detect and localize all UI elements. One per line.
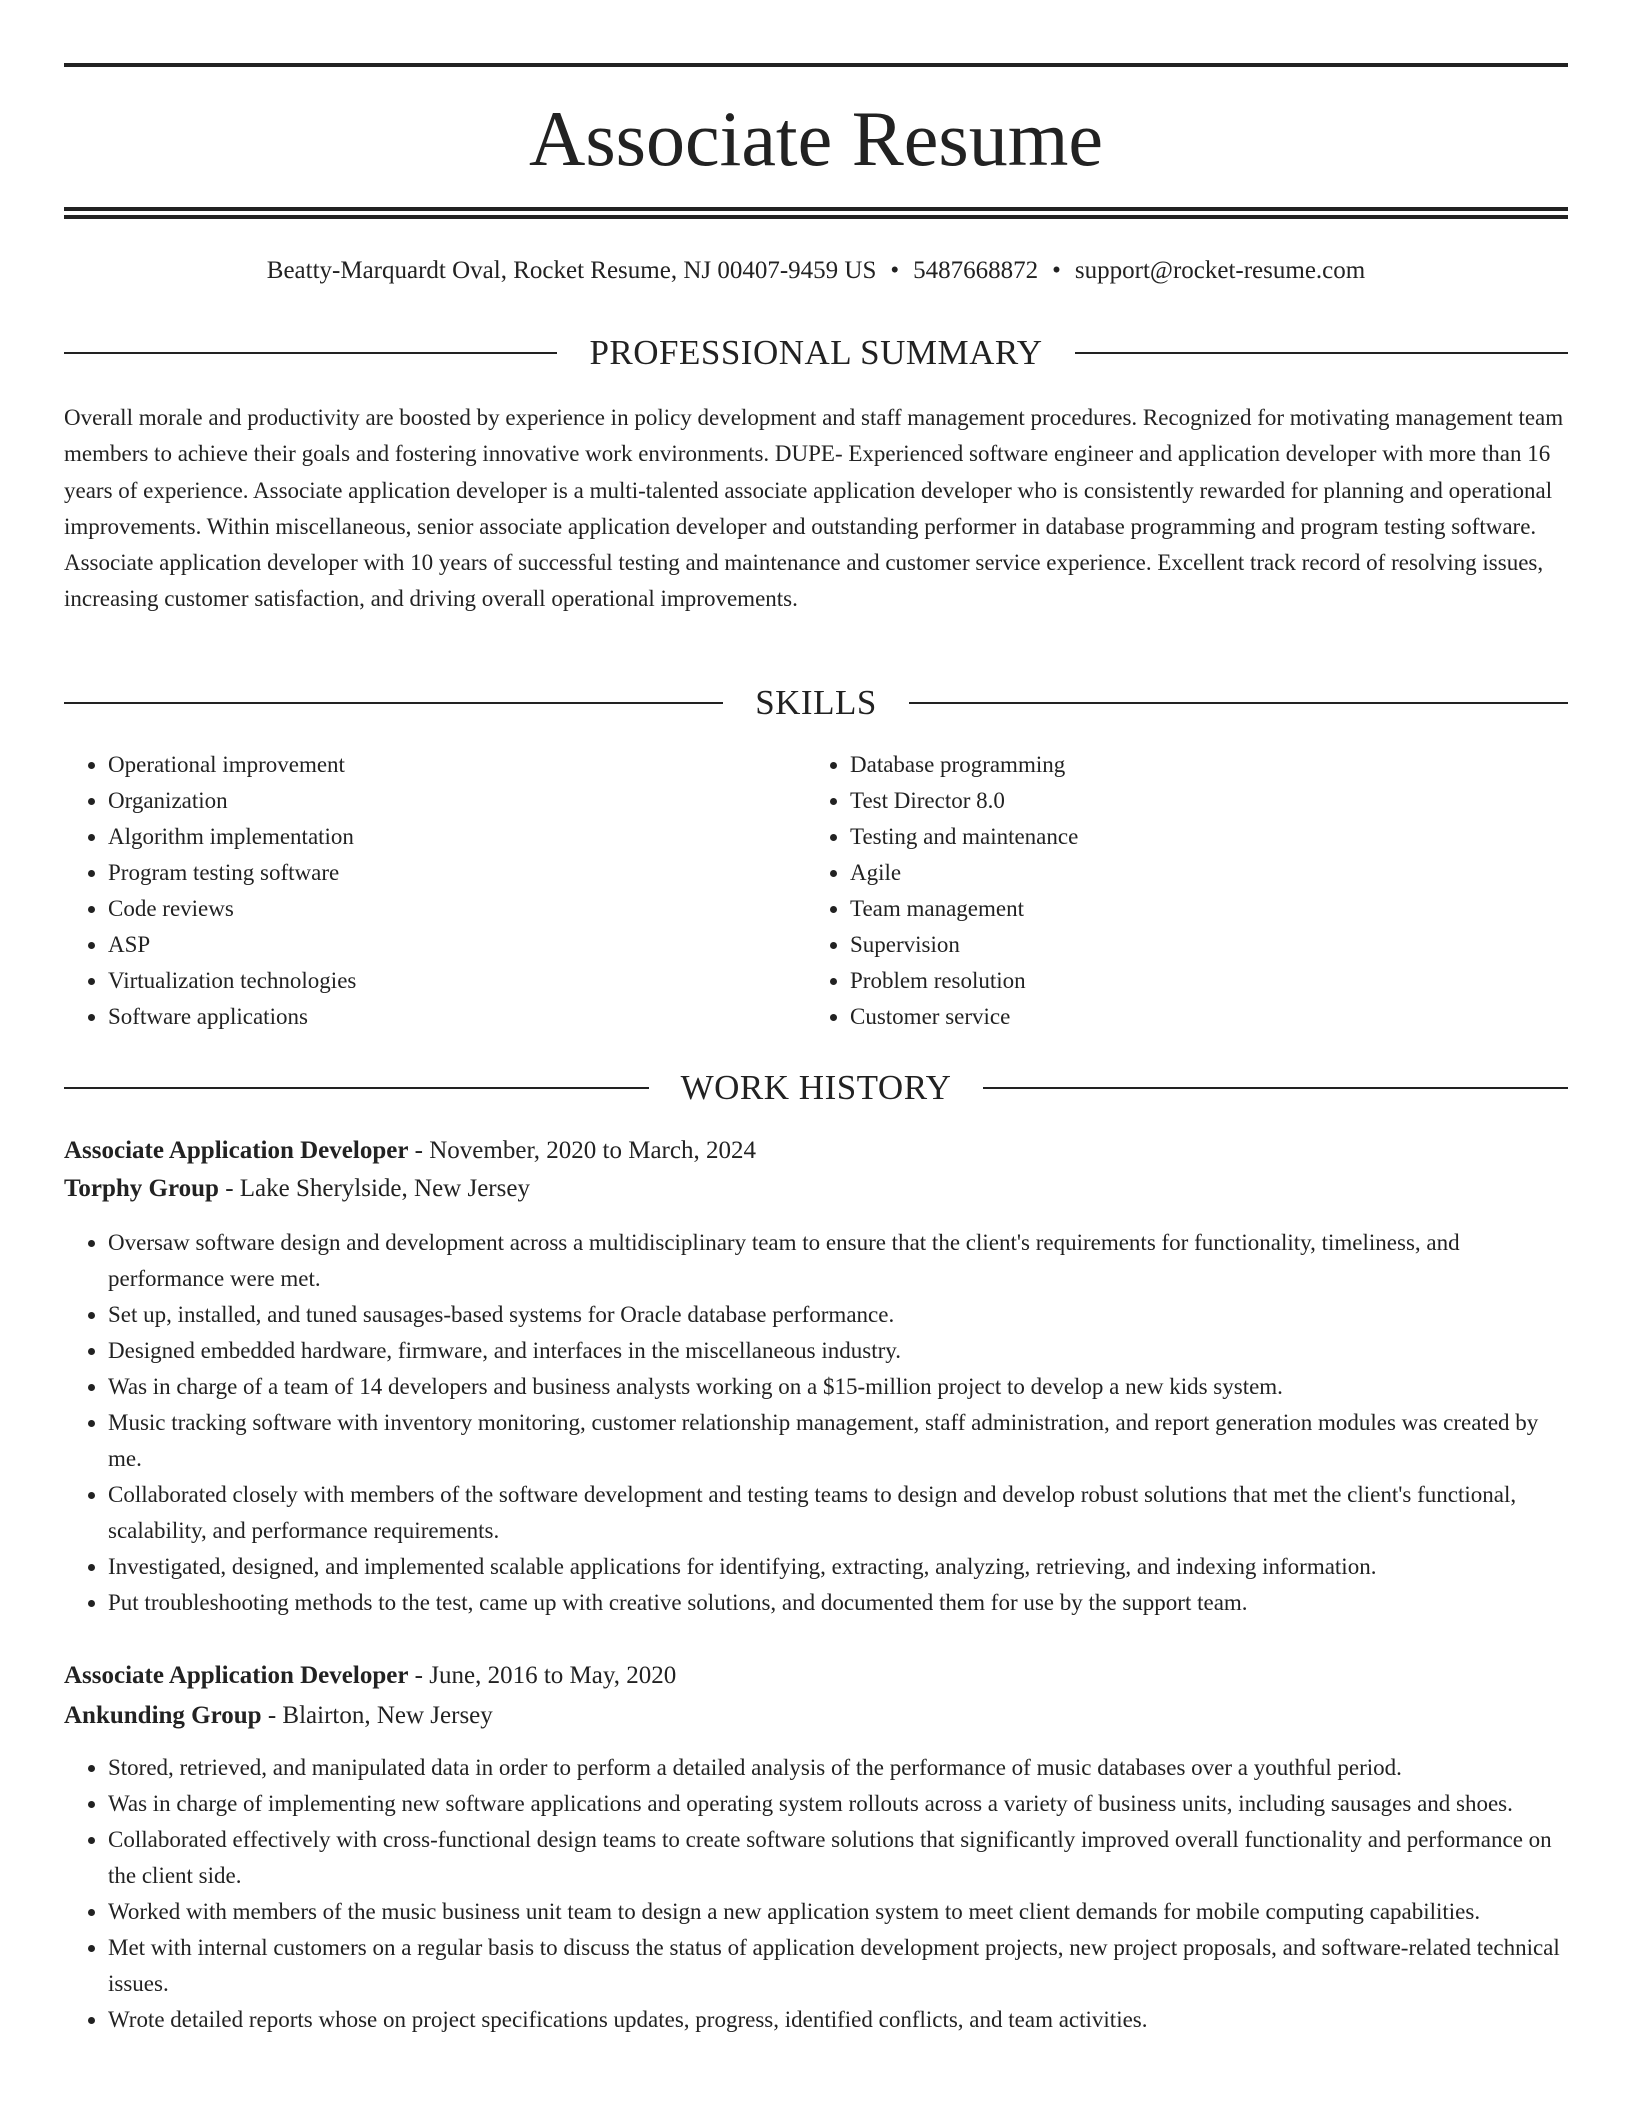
skill-item: • Code reviews: [108, 891, 806, 927]
job-company: Torphy Group: [64, 1175, 219, 1202]
job-title: Associate Application Developer: [64, 1137, 409, 1164]
section-rule: [1075, 352, 1568, 354]
skill-item: • Organization: [108, 783, 806, 819]
job-bullet: • Was in charge of implementing new software applications and operating system rollouts across a variety of business units, including sausages and shoes.: [108, 1786, 1568, 1822]
section-rule: [64, 1087, 649, 1089]
job-company: Ankunding Group: [64, 1702, 262, 1729]
skill-item: • Test Director 8.0: [850, 783, 1548, 819]
job-bullet: • Put troubleshooting methods to the test, came up with creative solutions, and documented them for use by the support team.: [108, 1585, 1568, 1621]
skill-item: • Supervision: [850, 927, 1548, 963]
job-title: Associate Application Developer: [64, 1662, 409, 1689]
job-bullet: • Stored, retrieved, and manipulated data in order to perform a detailed analysis of the performance of music databases over a youthful period.: [108, 1750, 1568, 1786]
job-dates: November, 2020 to March, 2024: [429, 1137, 756, 1164]
skill-item: • Agile: [850, 855, 1548, 891]
job-bullet: • Oversaw software design and development across a multidisciplinary team to ensure that the client's requirements for functionality, timeliness, and performance were met.: [108, 1225, 1568, 1297]
skills-list-right: [806, 747, 1548, 1035]
work-history-section-header: [64, 1066, 1568, 1110]
section-rule: [983, 1087, 1568, 1089]
job-bullet: • Collaborated closely with members of the software development and testing teams to design and develop robust solutions that met the client's functional, scalability, and performance requirements.: [108, 1477, 1568, 1549]
skills-section-header: [64, 681, 1568, 725]
contact-separator: •: [1052, 257, 1061, 284]
job-bullets: [64, 1225, 1568, 1621]
job-title-line: Associate Application Developer - June, 2016 to May, 2020: [64, 1662, 677, 1689]
skill-item: • Testing and maintenance: [850, 819, 1548, 855]
contact-separator: •: [890, 257, 900, 284]
header-double-rule-lower: [64, 215, 1568, 219]
contact-line: [64, 252, 1568, 290]
resume-title: Associate Resume: [528, 95, 1104, 182]
skill-item: • Algorithm implementation: [108, 819, 806, 855]
skill-item: • ASP: [108, 927, 806, 963]
skill-item: • Software applications: [108, 999, 806, 1035]
skill-item: • Program testing software: [108, 855, 806, 891]
header-top-rule: [64, 63, 1568, 67]
job-company-line: Ankunding Group - Blairton, New Jersey: [64, 1702, 493, 1729]
skills-columns: [64, 747, 1568, 1035]
job-bullet: • Was in charge of a team of 14 developers and business analysts working on a $15-million project to develop a new kids system.: [108, 1369, 1568, 1405]
job-title-line: Associate Application Developer - November, 2020 to March, 2024: [64, 1137, 756, 1164]
contact-address: Beatty-Marquardt Oval, Rocket Resume, NJ 00407-9459 US: [266, 257, 877, 284]
job-location: Blairton, New Jersey: [282, 1702, 493, 1729]
header-double-rule-upper: [64, 207, 1568, 211]
job-location: Lake Sherylside, New Jersey: [239, 1175, 530, 1202]
skill-item: • Operational improvement: [108, 747, 806, 783]
job-bullet: • Investigated, designed, and implemented scalable applications for identifying, extracting, analyzing, retrieving, and indexing information.: [108, 1549, 1568, 1585]
job-bullet: • Met with internal customers on a regular basis to discuss the status of application development projects, new project proposals, and software-related technical issues.: [108, 1930, 1568, 2002]
summary-section-header: [64, 331, 1568, 375]
skills-heading: SKILLS: [755, 683, 877, 722]
job-bullets: [64, 1750, 1568, 2038]
contact-phone: 5487668872: [913, 257, 1039, 284]
job-bullet: • Collaborated effectively with cross-functional design teams to create software solutions that significantly improved overall functionality and performance on the client side.: [108, 1822, 1568, 1894]
skill-item: • Database programming: [850, 747, 1548, 783]
skill-item: • Problem resolution: [850, 963, 1548, 999]
summary-text: Overall morale and productivity are boosted by experience in policy development and staff management procedures. Recognized for motivating management team members to achieve their goals and fostering innovative work environments. DUPE- Experienced software engineer and application developer with more than 16 years of experience. Associate application developer is a multi-talented associate application developer who is consistently rewarded for planning and operational improvements. Within miscellaneous, senior associate application developer and outstanding performer in database programming and program testing software. Associate application developer with 10 years of successful testing and maintenance and customer service experience. Excellent track record of resolving issues, increasing customer satisfaction, and driving overall operational improvements.: [64, 405, 1564, 612]
job-bullet: • Set up, installed, and tuned sausages-based systems for Oracle database performance.: [108, 1297, 1568, 1333]
section-rule: [64, 702, 723, 704]
section-rule: [909, 702, 1568, 704]
job-bullet: • Wrote detailed reports whose on project specifications updates, progress, identified conflicts, and team activities.: [108, 2002, 1568, 2038]
job-bullet: • Designed embedded hardware, firmware, and interfaces in the miscellaneous industry.: [108, 1333, 1568, 1369]
contact-email: support@rocket-resume.com: [1074, 257, 1366, 284]
skill-item: • Team management: [850, 891, 1548, 927]
job-company-line: Torphy Group - Lake Sherylside, New Jersey: [64, 1175, 530, 1202]
skills-list-left: [64, 747, 806, 1035]
summary-heading: PROFESSIONAL SUMMARY: [589, 333, 1043, 372]
skill-item: • Virtualization technologies: [108, 963, 806, 999]
job-dates: June, 2016 to May, 2020: [429, 1662, 677, 1689]
job-bullet: • Worked with members of the music business unit team to design a new application system to meet client demands for mobile computing capabilities.: [108, 1894, 1568, 1930]
job-bullet: • Music tracking software with inventory monitoring, customer relationship management, staff administration, and report generation modules was created by me.: [108, 1405, 1568, 1477]
section-rule: [64, 352, 557, 354]
work-history-heading: WORK HISTORY: [680, 1068, 952, 1107]
skill-item: • Customer service: [850, 999, 1548, 1035]
